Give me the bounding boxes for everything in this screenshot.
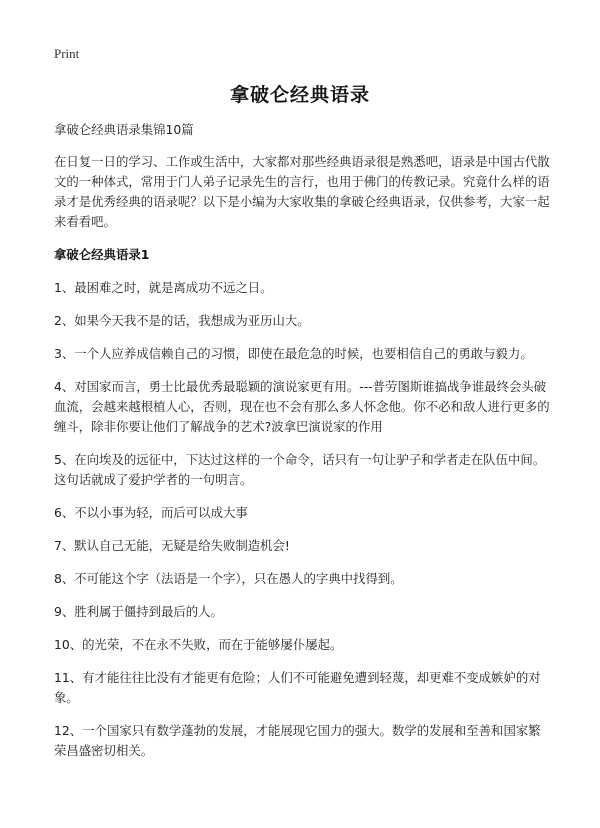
article-body (54, 120, 552, 774)
article-subtitle: 拿破仑经典语录集锦10篇 (54, 122, 194, 137)
section-heading: 拿破仑经典语录1 (54, 247, 150, 262)
quote-item: 6、不以小事为轻，而后可以成大事 (54, 505, 248, 520)
quote-item: 3、一个人应养成信赖自己的习惯，即使在最危急的时候，也要相信自己的勇敢与毅力。 (54, 346, 533, 361)
quote-item: 7、默认自己无能，无疑是给失败制造机会! (54, 538, 290, 553)
quote-item: 5、在向埃及的远征中，下达过这样的一个命令，话只有一句让驴子和学者走在队伍中间。这句话就成了爱护学者的一句明言。 (54, 452, 546, 487)
page-title: 拿破仑经典语录 (229, 84, 370, 106)
quote-item: 1、最困难之时，就是离成功不远之日。 (54, 280, 273, 295)
quote-item: 9、胜利属于僵持到最后的人。 (54, 604, 223, 619)
intro-paragraph: 在日复一日的学习、工作或生活中，大家都对那些经典语录很是熟悉吧，语录是中国古代散文的一种体式，常用于门人弟子记录先生的言行，也用于佛门的传教记录。究竟什么样的语录才是优秀经典的语录呢？以下是小编为大家收集的拿破仑经典语录，仅供参考，大家一起来看看吧。 (54, 154, 550, 229)
quote-item: 4、对国家而言，勇士比最优秀最聪颖的演说家更有用。---普劳图斯谁搞战争谁最终会头破血流，会越来越根植人心，否则，现在也不会有那么多人怀念他。你不必和敌人进行更多的缠斗，除非你要让他们了解战争的艺术?波拿巴演说家的作用 (54, 379, 550, 434)
print-link[interactable]: Print (54, 46, 80, 61)
quote-item: 10、的光荣，不在永不失败，而在于能够屡仆屡起。 (54, 637, 343, 652)
quote-item: 11、有才能往往比没有才能更有危险；人们不可能避免遭到轻蔑，却更难不变成嫉妒的对象。 (54, 670, 541, 705)
quote-item: 8、不可能这个字（法语是一个字），只在愚人的字典中找得到。 (54, 571, 403, 586)
quote-item: 12、一个国家只有数学蓬勃的发展，才能展现它国力的强大。数学的发展和至善和国家繁荣昌盛密切相关。 (54, 723, 541, 758)
quote-item: 2、如果今天我不是的话，我想成为亚历山大。 (54, 313, 310, 328)
